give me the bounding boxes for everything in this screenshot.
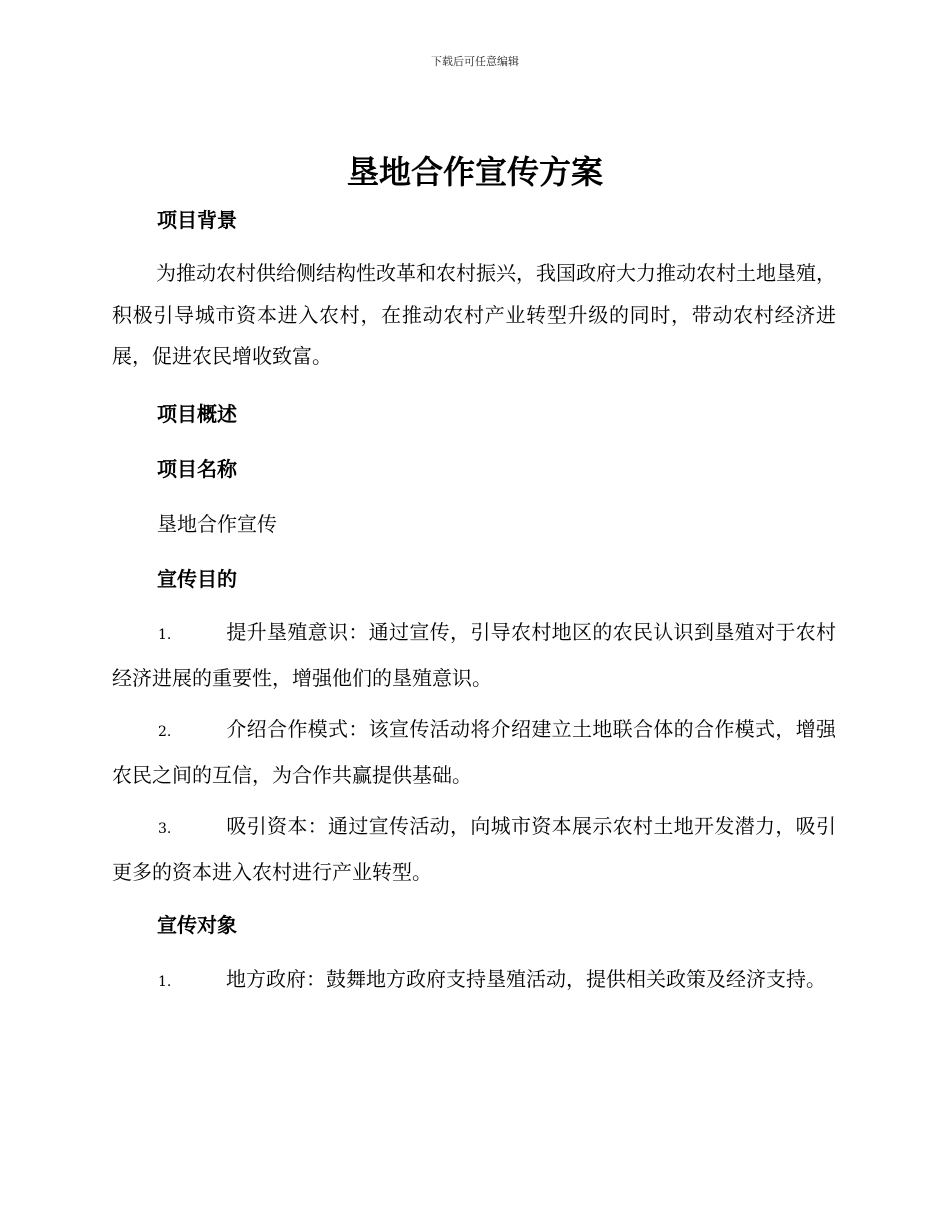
heading-overview: 项目概述 [157,402,237,426]
purpose-item [112,708,836,797]
header-note: 下载后可任意编辑 [431,55,519,68]
audience-item [112,958,836,1004]
heading-audience: 宣传对象 [157,913,237,937]
item-text: 提升垦殖意识：通过宣传，引导农村地区的农民认识到垦殖对于农村经济进展的重要性，增强他们的垦殖意识。 [112,620,836,690]
paragraph-background: 为推动农村供给侧结构性改革和农村振兴，我国政府大力推动农村土地垦殖，积极引导城市资本进入农村，在推动农村产业转型升级的同时，带动农村经济进展，促进农民增收致富。 [112,261,836,368]
item-text: 地方政府：鼓舞地方政府支持垦殖活动，提供相关政策及经济支持。 [226,967,826,991]
heading-project-name: 项目名称 [157,457,237,481]
purpose-item [112,805,836,894]
project-name-value: 垦地合作宣传 [157,512,277,536]
item-number: 3. [158,821,172,837]
item-text: 介绍合作模式：该宣传活动将介绍建立土地联合体的合作模式，增强农民之间的互信，为合作共赢提供基础。 [112,717,836,787]
purpose-item [112,611,836,700]
heading-background: 项目背景 [157,208,237,232]
document-title: 垦地合作宣传方案 [346,153,603,191]
item-text: 吸引资本：通过宣传活动，向城市资本展示农村土地开发潜力，吸引更多的资本进入农村进行产业转型。 [112,814,836,884]
item-number: 1. [158,974,172,990]
item-number: 1. [158,627,172,643]
item-number: 2. [158,724,172,740]
heading-purpose: 宣传目的 [157,567,237,591]
